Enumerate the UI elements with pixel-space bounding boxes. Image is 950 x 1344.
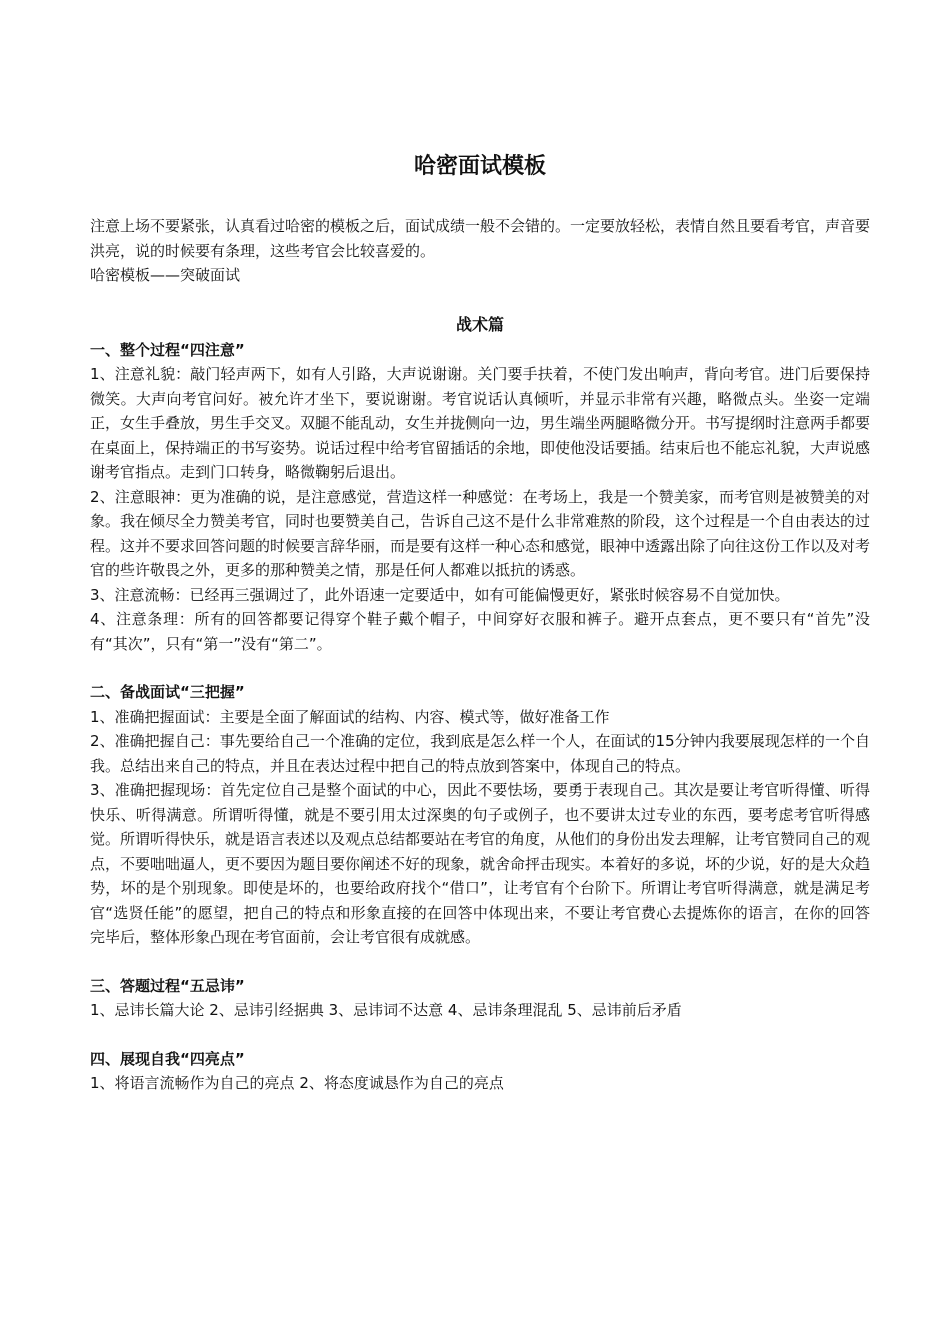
- section1-heading: 一、整个过程“四注意”: [90, 340, 245, 359]
- section3-heading: 三、答题过程“五忌讳”: [90, 976, 245, 995]
- section1-item3: 3、注意流畅：已经再三强调过了，此外语速一定要适中，如有可能偏慢更好，紧张时候容易不自觉加快。: [90, 585, 790, 604]
- document-title: 哈密面试模板: [413, 154, 546, 179]
- section1-item4: 4、注意条理：所有的回答都要记得穿个鞋子戴个帽子，中间穿好衣服和裤子。避开点套点，更不要只有“首先”没有“其次”，只有“第一”没有“第二”。: [90, 610, 870, 653]
- intro-paragraph: 注意上场不要紧张，认真看过哈密的模板之后，面试成绩一般不会错的。一定要放轻松，表情自然且要看考官，声音要洪亮，说的时候要有条理，这些考官会比较喜爱的。: [90, 217, 871, 260]
- section4-heading: 四、展现自我“四亮点”: [90, 1049, 245, 1068]
- section2-item2: 2、准确把握自己：事先要给自己一个准确的定位，我到底是怎么样一个人，在面试的15分钟内我要展现怎样的一个自我。总结出来自己的特点，并且在表达过程中把自己的特点放到答案中，体现自己的特点。: [90, 732, 870, 775]
- spacer: [90, 950, 870, 974]
- document-page: [90, 150, 870, 1096]
- section2-item1: 1、准确把握面试：主要是全面了解面试的结构、内容、模式等，做好准备工作: [90, 707, 610, 726]
- section1-item1: 1、注意礼貌：敲门轻声两下，如有人引路，大声说谢谢。关门要手扶着，不使门发出响声，背向考官。进门后要保持微笑。大声向考官问好。被允许才坐下，要说谢谢。考官说话认真倾听，并显示非常有兴趣，略微点头。坐姿一定端正，女生手叠放，男生手交叉。双腿不能乱动，女生并拢侧向一边，男生端坐两腿略微分开。书写提纲时注意两手都要在桌面上，保持端正的书写姿势。说话过程中给考官留插话的余地，即使他没话要插。结束后也不能忘礼貌，大声说感谢考官指点。走到门口转身，略微鞠躬后退出。: [90, 365, 871, 481]
- spacer: [90, 656, 870, 680]
- section3-item1: 1、忌讳长篇大论 2、忌讳引经据典 3、忌讳词不达意 4、忌讳条理混乱 5、忌讳前后矛盾: [90, 1001, 682, 1019]
- section1-item2: 2、注意眼神：更为准确的说，是注意感觉，营造这样一种感觉：在考场上，我是一个赞美家，而考官则是被赞美的对象。我在倾尽全力赞美考官，同时也要赞美自己，告诉自己这不是什么非常难熬的阶段，这个过程是一个自由表达的过程。这并不要求回答问题的时候要言辞华丽，而是要有这样一种心态和感觉，眼神中透露出除了向往这份工作以及对考官的些许敬畏之外，更多的那种赞美之情，那是任何人都难以抵抗的诱惑。: [90, 487, 871, 579]
- section2-heading: 二、备战面试“三把握”: [90, 683, 245, 701]
- section2-item3: 3、准确把握现场：首先定位自己是整个面试的中心，因此不要怯场，要勇于表现自己。其次是要让考官听得懂、听得快乐、听得满意。所谓听得懂，就是不要引用太过深奥的句子或例子，也不要讲太过专业的东西，要考虑考官听得感觉。所谓听得快乐，就是语言表述以及观点总结都要站在考官的角度，从他们的身份出发去理解，让考官赞同自己的观点，不要咄咄逼人，更不要因为题目要你阐述不好的现象，就舍命抨击现实。本着好的多说，坏的少说，好的是大众趋势，坏的是个别现象。即使是坏的，也要给政府找个“借口”，让考官有个台阶下。所谓让考官听得满意，就是满足考官“选贤任能”的愿望，把自己的特点和形象直接的在回答中体现出来，不要让考官费心去提炼你的语言，在你的回答完毕后，整体形象凸现在考官面前，会让考官很有成就感。: [90, 781, 871, 946]
- spacer: [90, 1023, 870, 1047]
- section4-item1: 1、将语言流畅作为自己的亮点 2、将态度诚恳作为自己的亮点: [90, 1074, 504, 1092]
- section-title: 战术篇: [455, 314, 504, 334]
- intro-subtitle: 哈密模板——突破面试: [90, 266, 241, 284]
